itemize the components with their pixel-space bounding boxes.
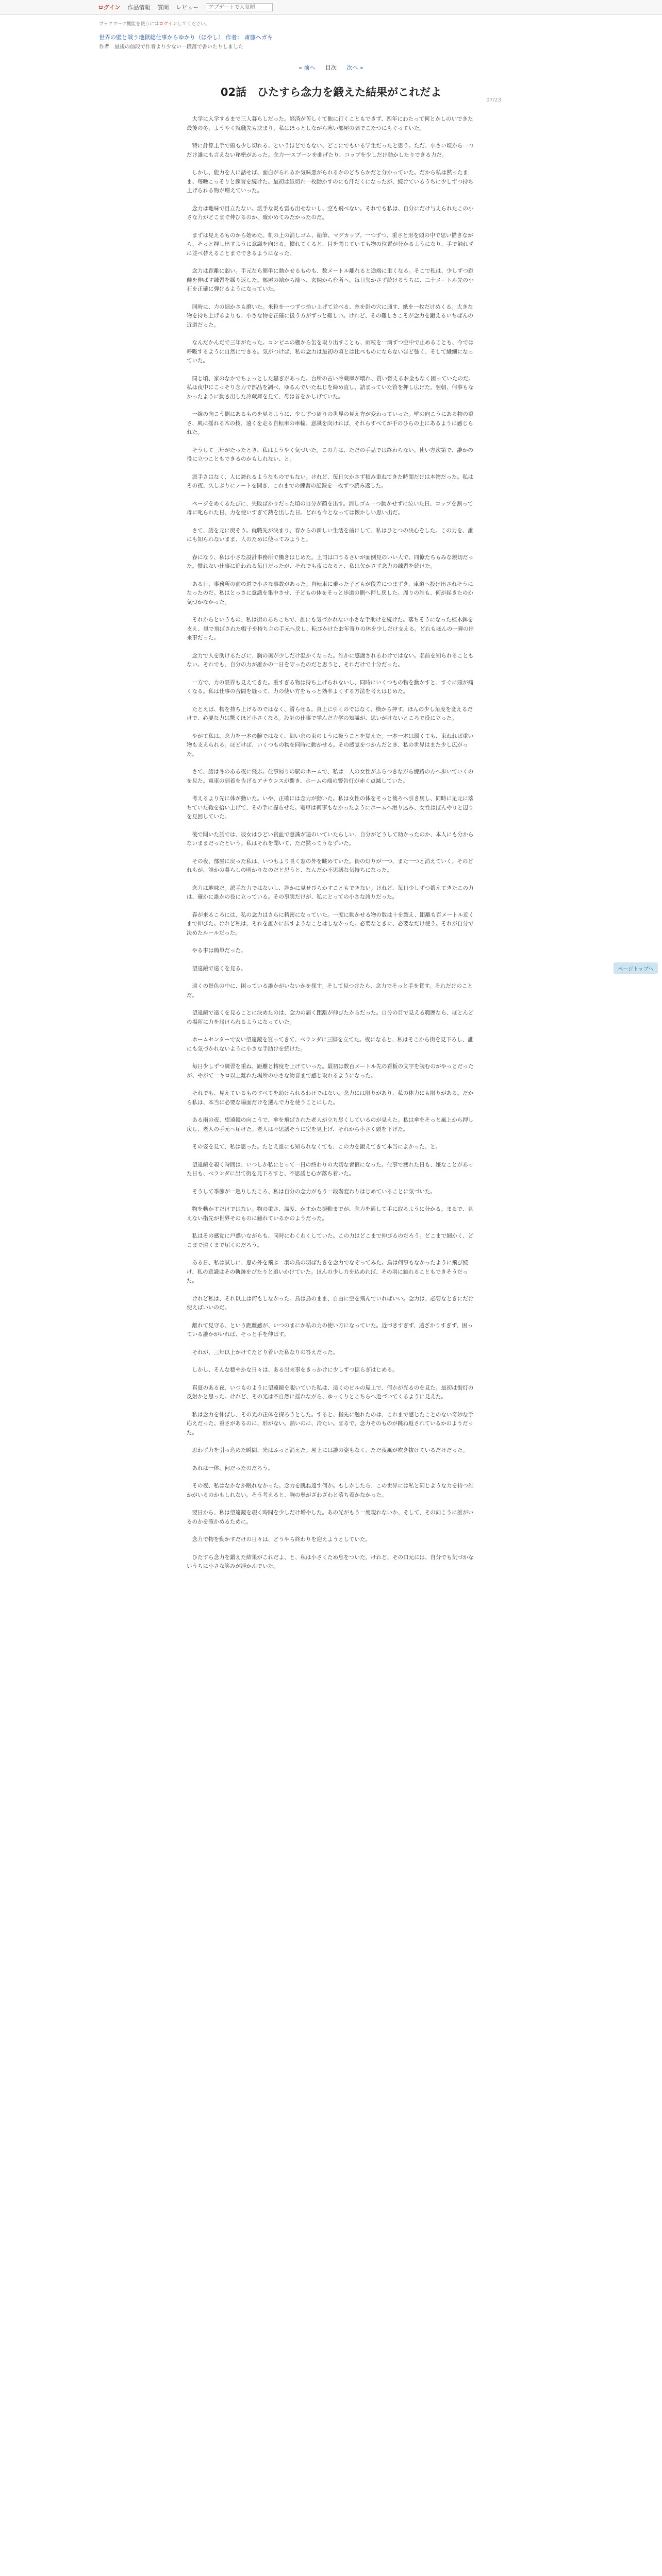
body-paragraph: 物を動かすだけではない。物の重さ、温度、かすかな振動までが、念力を通して手に取るように分かる。まるで、見えない指先が世界そのものに触れているかのようだった。 xyxy=(187,1206,473,1222)
toc-link[interactable]: 目次 xyxy=(325,64,337,71)
body-paragraph: 望遠鏡を覗く時間は、いつしか私にとって一日の終わりの大切な習慣になった。仕事で疲れた日も、嫌なことがあった日も、ベランダに出て街を見下ろすと、不思議と心が落ち着いた。 xyxy=(187,1161,474,1177)
body-paragraph: 後で聞いた話では、彼女はひどい貧血で意識が遠のいていたらしい。自分がどうして助かったのか、本人にも分からないままだったという。私はそれを聞いて、ただ黙ってうなずいた。 xyxy=(187,831,474,846)
body-paragraph: その夜、部屋に戻った私は、いつもより長く窓の外を眺めていた。街の灯りが一つ、また一つと消えていく。そのどれもが、誰かの暮らしの明かりなのだと思うと、なんだか不思議な気持ちになった。 xyxy=(187,858,473,873)
body-paragraph: その姿を見て、私は思った。たとえ誰にも知られなくても、この力を鍛えてきて本当によかった、と。 xyxy=(192,1144,441,1150)
body-paragraph: なんだかんだで三年がたった。コンビニの棚から缶を取り出すことも、雨粒を一滴ずつ空中で止めることも、今では呼吸するように自然にできる。気がつけば、私の念力は最初の頃とは比べものにならないほど強く、そして繊細になっていた。 xyxy=(187,340,474,364)
body-paragraph: 同時に、力の細かさも磨いた。米粒を一つずつ拾い上げて並べる、糸を針の穴に通す、紙を一枚だけめくる。大きな物を持ち上げるよりも、小さな物を正確に扱う方がずっと難しい。けれど、その難しさこそが念力を鍛えるいちばんの近道だった。 xyxy=(187,303,473,328)
body-paragraph: 一方で、力の限界も見えてきた。重すぎる物は持ち上げられないし、同時にいくつもの物を動かすと、すぐに頭が痛くなる。私は仕事の合間を縫って、力の使い方をもっと効率よくする方法を考えはじめた。 xyxy=(187,679,474,694)
body-paragraph: 春になり、私は小さな設計事務所で働きはじめた。上司は口うるさいが面倒見のいい人で、同僚たちもみな親切だった。慣れない仕事に追われる毎日だったが、それでも夜になると、私は欠かさず念力の練習を続けた。 xyxy=(187,554,474,569)
body-paragraph: 望遠鏡で遠くを見る。 xyxy=(192,965,246,972)
body-paragraph: 念力で人を助けるたびに、胸の奥が少しだけ温かくなった。誰かに感謝されるわけではない。名前を知られることもない。それでも、自分の力が誰かの一日を守ったのだと思うと、それだけで十分だった。 xyxy=(187,652,474,668)
body-paragraph: 同じ頃、家のなかでちょっとした騒ぎがあった。台所の古い冷蔵庫が壊れ、買い替えるお金もなく困っていたのだ。私は夜中にこっそり念力で部品を調べ、ゆるんでいたねじを締め直し、詰まっていた管を押し広げた。翌朝、何事もなかったように動き出した冷蔵庫を見て、母は首をかしげていた。 xyxy=(187,375,474,400)
work-title-line: 世界の壁と戦う地獄総仕事からゆかり（ほやし） 作者： 斎藤ヘガキ xyxy=(99,34,273,41)
body-paragraph: 念力は地味で目立たない。派手な炎も雷も出せないし、空も飛べない。それでも私は、自分にだけ与えられたこの小さな力がどこまで伸びるのか、確かめてみたかったのだ。 xyxy=(187,205,474,221)
chapter-title: 02話 ひたすら念力を鍛えた結果がこれだよ xyxy=(220,86,442,98)
body-paragraph: 離れて見守る、という距離感が、いつのまにか私の力の使い方になっていた。近づきすぎず、遠ざかりすぎず、困っている誰かがいれば、そっと手を伸ばす。 xyxy=(187,1322,473,1337)
body-paragraph: けれど私は、それ以上は何もしなかった。鳥は鳥のまま、自由に空を飛んでいればいい。念力は、必要なときにだけ使えばいいのだ。 xyxy=(187,1295,474,1311)
chapter-body xyxy=(187,115,475,1571)
prev-chapter-link[interactable]: « 前へ xyxy=(299,64,316,71)
body-paragraph: 春が来るころには、私の念力はさらに精密になっていた。一度に動かせる物の数は十を超え、距離も百メートル近くまで伸びた。けれど私は、それを誰かに試すようなことはしなかった。必要なときに、必要なだけ使う。それが自分で決めたルールだった。 xyxy=(187,911,474,936)
next-chapter-link[interactable]: 次へ » xyxy=(346,64,363,71)
body-paragraph: 私は念力を伸ばし、その光の正体を探ろうとした。すると、指先に触れたのは、これまで感じたことのない奇妙な手応えだった。重さがあるのに、形がない。熱いのに、冷たい。まるで、念力そのものが跳ね返されているかのようだった。 xyxy=(187,1411,474,1436)
nav-item-reviews[interactable]: レビュー xyxy=(176,4,199,11)
body-paragraph: その夜、私はなかなか眠れなかった。念力を跳ね返す何か。もしかしたら、この世界には私と同じような力を持つ誰かがいるのかもしれない。そう考えると、胸の奥がざわざわと落ち着かなかった。 xyxy=(187,1483,474,1498)
body-paragraph: あれは一体、何だったのだろう。 xyxy=(192,1465,273,1471)
body-paragraph: 思わず力を引っ込めた瞬間、光はふっと消えた。屋上には誰の姿もなく、ただ夜風が吹き抜けているだけだった。 xyxy=(192,1447,468,1453)
author-name[interactable]: 斎藤ヘガキ xyxy=(244,34,273,41)
body-paragraph: たとえば、物を持ち上げるのではなく、滑らせる。真上に引くのではなく、横から押す。ほんの少し角度を変えるだけで、必要な力は驚くほど小さくなる。設計の仕事で学んだ力学の知識が、思いがけないところで役に立った。 xyxy=(187,706,473,721)
body-paragraph: ある雨の夜、望遠鏡の向こうで、傘を飛ばされた老人が立ち尽くしているのが見えた。私は傘をそっと風上から押し戻し、老人の手元へ届けた。老人は不思議そうに空を見上げ、それから小さく頭を下げた。 xyxy=(187,1117,474,1132)
body-paragraph: 念力で物を動かすだけの日々は、どうやら終わりを迎えようとしていた。 xyxy=(192,1536,371,1543)
notice-login-link[interactable]: ログイン xyxy=(159,22,177,27)
body-paragraph: 毎日少しずつ練習を重ね、距離と精度を上げていった。最初は数百メートル先の看板の文字を読むのがやっとだったが、やがて一キロ以上離れた場所の小さな物音まで感じ取れるようになった。 xyxy=(187,1063,474,1079)
bookmark-notice xyxy=(99,20,563,27)
top-navigation-bar xyxy=(0,0,662,15)
nav-item-work-info[interactable]: 作品情報 xyxy=(127,4,151,11)
chapter-pager-top xyxy=(99,63,563,72)
body-paragraph: まずは見えるものから始めた。机の上の消しゴム、鉛筆、マグカップ。一つずつ、重さと形を頭の中で思い描きながら、そっと押し出すように意識を向ける。慣れてくると、目を閉じていても物の位置が分かるようになり、手で触れずに並べ替えることまでできるようになった。 xyxy=(187,232,474,257)
page-top-button[interactable]: ページトップへ xyxy=(614,962,658,974)
body-paragraph: それでも、見えているものすべてを助けられるわけではない。念力には限りがあり、私の体力にも限りがある。だから私は、本当に必要な場面だけを選んで力を使うことにした。 xyxy=(187,1090,474,1106)
body-paragraph: ひたすら念力を鍛えた結果がこれだよ、と、私は小さくため息をついた。けれど、その口元には、自分でも気づかないうちに小さな笑みが浮かんでいた。 xyxy=(187,1554,474,1569)
body-paragraph: それが、三年以上かけてたどり着いた私なりの答えだった。 xyxy=(192,1349,338,1355)
post-date: 07/23 xyxy=(486,97,501,103)
nav-item-questions[interactable]: 質問 xyxy=(157,4,169,11)
body-paragraph: しかし、そんな穏やかな日々は、ある出来事をきっかけに少しずつ揺らぎはじめる。 xyxy=(192,1367,398,1373)
body-paragraph: そうして季節が一巡りしたころ、私は自分の念力がもう一段階変わりはじめていることに気づいた。 xyxy=(192,1188,436,1195)
body-paragraph: 真夏のある夜、いつものように望遠鏡を覗いていた私は、遠くのビルの屋上で、何かが光るのを見た。最初は街灯の反射かと思った。けれど、その光は不自然に揺れながら、ゆっくりとこちらへ近づいてくるように見えた。 xyxy=(187,1384,474,1400)
notice-prefix: ブックマーク機能を使うには xyxy=(99,22,159,27)
body-paragraph: 一線の向こう側にあるものを見るように、少しずつ周りの世界の見え方が変わっていった。壁の向こうにある物の重さ、風に揺れる木の枝、遠くを走る自転車の車輪。意識を向ければ、それらすべてが手のひらの上にあるように感じられた。 xyxy=(187,411,474,435)
body-paragraph: それからというもの、私は街のあちこちで、誰にも気づかれない小さな手助けを続けた。落ちそうになった植木鉢を支え、風で飛ばされた帽子を持ち主の手元へ戻し、転びかけたお年寄りの体を少しだけ支える。どれもほんの一瞬の出来事だった。 xyxy=(187,617,474,641)
body-paragraph: そうして三年がたったとき、私はようやく気づいた。この力は、ただの手品では終わらない。使い方次第で、誰かの役に立つこともできるのかもしれない、と。 xyxy=(187,447,473,462)
author-label: 作者 xyxy=(225,34,237,41)
body-paragraph: 望遠鏡で遠くを見ることに決めたのは、念力の届く距離が伸びたからだった。自分の目で見える範囲なら、ほとんどの場所に力を届けられるようになっていた。 xyxy=(187,1010,474,1025)
body-paragraph: 考えるより先に体が動いた。いや、正確には念力が動いた。私は女性の体をそっと後ろへ引き戻し、同時に足元に落ちていた鞄を拾い上げて、その手に握らせた。電車は何事もなかったようにホームへ滑り込み、女性はぼんやりと辺りを見回していた。 xyxy=(187,795,474,820)
main-content xyxy=(99,20,563,1571)
body-paragraph: ホームセンターで安い望遠鏡を買ってきて、ベランダに三脚を立てた。夜になると、私はそこから街を見下ろし、誰にも気づかれないように小さな手助けを続けた。 xyxy=(187,1037,473,1052)
work-meta: 作者 最後の前段で作者より少ない一段落で書いたりしました xyxy=(99,44,243,50)
search-input[interactable] xyxy=(206,3,273,11)
body-paragraph: 念力は地味だ。派手な力ではないし、誰かに見せびらかすこともできない。けれど、毎日少しずつ鍛えてきたこの力は、確かに誰かの役に立っている。その事実だけが、私にとっての小さな誇りだった。 xyxy=(187,885,474,900)
body-paragraph: 大学に入学するまで三人暮らしだった。経済が苦しくて他に行くこともできず、四年にわたって何とかしのいできた最後の冬、ようやく就職先も決まり、私はほっとしながら寒い部屋の隅でこたつにもぐっていた。 xyxy=(187,116,473,131)
body-paragraph: しかし、能力を人に話せば、面白がられるか気味悪がられるかのどちらかだと分かっていた。だから私は黙ったまま、毎晩こっそりと練習を続けた。最初は紙切れ一枚動かすのにも汗だくになったが、続けているうちに少しずつ持ち上げられる物が増えていった。 xyxy=(187,170,474,194)
body-paragraph: ある日、私は試しに、窓の外を飛ぶ一羽の鳥の羽ばたきを念力でなぞってみた。鳥は何事もなかったように飛び続け、私の意識はその軌跡をぴたりと追いかけていた。ほんの少し力を込めれば、その羽に触れることもできそうだった。 xyxy=(187,1260,468,1284)
body-paragraph: やがて私は、念力を一本の腕ではなく、細い糸の束のように扱うことを覚えた。一本一本は弱くても、束ねれば重い物も支えられる。ほどけば、いくつもの物を同時に動かせる。その感覚をつかんだとき、私の世界はまた少し広がった。 xyxy=(187,733,474,757)
body-paragraph: 私はその感覚に戸惑いながらも、同時にわくわくしていた。この力はどこまで伸びるのだろう。どこまで細かく、どこまで遠くまで届くのだろう。 xyxy=(187,1233,474,1248)
body-paragraph: さて、話は冬のある夜に飛ぶ。仕事帰りの駅のホームで、私は一人の女性がふらつきながら線路の方へ歩いていくのを見た。電車の到着を告げるアナウンスが響き、ホームの端の警告灯が赤く点滅していた。 xyxy=(187,769,474,784)
body-paragraph: やる事は簡単だった。 xyxy=(192,947,246,954)
work-title[interactable]: 世界の壁と戦う地獄総仕事からゆかり（ほやし） xyxy=(99,34,224,41)
body-paragraph: 派手さはなく、人に誇れるようなものでもない。けれど、毎日欠かさず積み重ねてきた時間だけは本物だった。私はその夜、久しぶりにノートを開き、これまでの練習の記録を一枚ずつ読み返した。 xyxy=(187,473,474,489)
login-link[interactable]: ログイン xyxy=(98,4,121,11)
body-paragraph: 特に計算上手で頭も少し切れる、というほどでもない、どこにでもいる学生だったと思う。ただ、小さい頃から一つだけ誰にも言えない秘密があった。念力──スプーンを曲げたり、コップを少しだけ動かしたりできる力だ。 xyxy=(187,143,474,158)
body-paragraph: ページをめくるたびに、失敗ばかりだった頃の自分が顔を出す。消しゴム一つ動かせずに泣いた日、コップを割って母に叱られた日、力を使いすぎて熱を出した日。どれも今となっては懐かしい思い出だ。 xyxy=(187,500,473,516)
notice-suffix: してください。 xyxy=(177,22,210,27)
body-paragraph: ある日、事務所の前の道で小さな事故があった。自転車に乗った子どもが段差につまずき、車道へ投げ出されそうになったのだ。私はとっさに意識を集中させ、子どもの体をそっと歩道の側へ押し戻した。周りの誰も、何が起きたのか気づかなかった。 xyxy=(187,581,473,605)
body-paragraph: さて、話を元に戻そう。就職先が決まり、春からの新しい生活を前にして、私はひとつの決心をした。この力を、誰にも知られないまま、人のために使ってみようと。 xyxy=(187,527,473,543)
body-paragraph: 念力は距離に弱い。手元なら簡単に動かせるものも、数メートル離れると途端に重くなる。そこで私は、少しずつ距離を伸ばす練習を繰り返した。部屋の端から端へ、玄関から台所へ。毎日欠かさず続けるうちに、二十メートル先の小石を正確に弾けるようになっていた。 xyxy=(187,268,474,292)
body-paragraph: 翌日から、私は望遠鏡を覗く時間を少しだけ増やした。あの光がもう一度現れないか、そして、その向こうに誰がいるのかを確かめるために。 xyxy=(187,1510,474,1525)
body-paragraph: 遠くの景色の中に、困っている誰かがいないかを探す。そして見つけたら、念力でそっと手を貸す。それだけのことだ。 xyxy=(187,983,473,998)
